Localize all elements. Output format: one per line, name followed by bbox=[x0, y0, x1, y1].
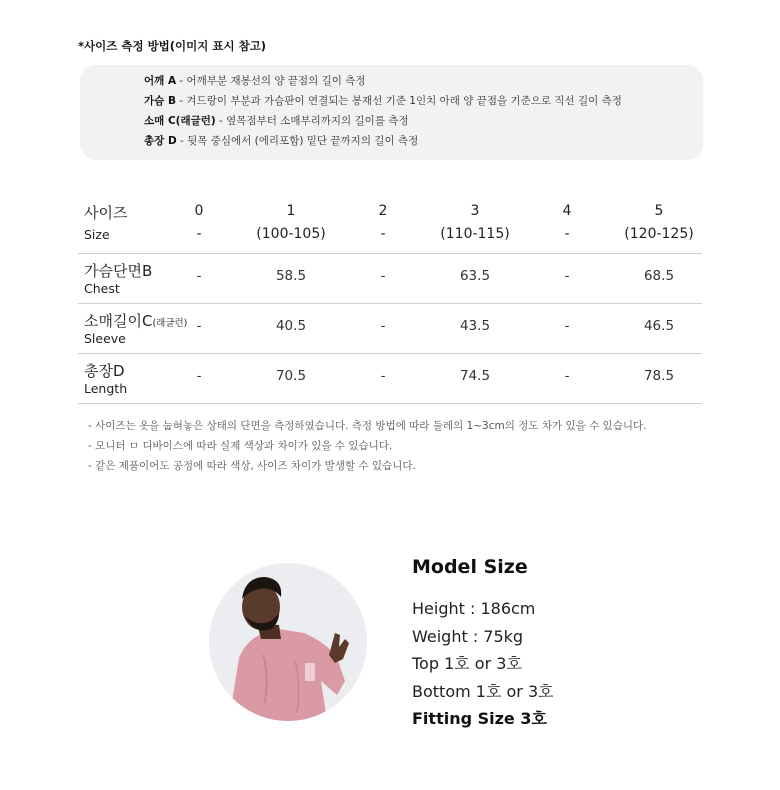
model-fitting-size: Fitting Size 3호 bbox=[412, 709, 547, 728]
row-label-main: 소매길이C bbox=[84, 312, 153, 330]
measure-guide-box bbox=[80, 65, 703, 160]
size-label-ko: 사이즈 bbox=[84, 204, 128, 222]
size-range-4: - bbox=[564, 226, 570, 242]
guide-desc: - 겨드랑이 부분과 가슴판이 연결되는 봉재선 기준 1인치 아래 양 끝점을 기준으로 직선 길이 측정 bbox=[175, 95, 622, 107]
table-cell: 43.5 bbox=[459, 318, 491, 334]
guide-term: 소매 C(래글런) bbox=[144, 115, 216, 127]
guide-term: 어깨 A bbox=[144, 75, 177, 87]
size-1: 1 bbox=[286, 203, 296, 219]
table-cell: 58.5 bbox=[275, 268, 307, 284]
guide-length bbox=[144, 133, 418, 148]
model-height: Height : 186cm bbox=[412, 599, 536, 618]
table-cell: - bbox=[564, 368, 570, 384]
table-cell: - bbox=[196, 368, 202, 384]
table-cell: - bbox=[380, 268, 386, 284]
row-label-ko bbox=[84, 360, 125, 381]
table-cell: 40.5 bbox=[275, 318, 307, 334]
table-cell: 74.5 bbox=[459, 368, 491, 384]
row-label-en: Sleeve bbox=[84, 331, 126, 346]
size-0: 0 bbox=[194, 203, 204, 219]
row-label-en: Length bbox=[84, 381, 128, 396]
size-2: 2 bbox=[378, 203, 388, 219]
note-item: - 같은 제품이어도 공정에 따라 색상, 사이즈 차이가 발생할 수 있습니다. bbox=[88, 460, 416, 472]
guide-chest bbox=[144, 93, 622, 108]
model-weight: Weight : 75kg bbox=[412, 626, 524, 646]
guide-desc: - 옆목점부터 소매부리까지의 길이를 측정 bbox=[215, 115, 409, 127]
note-item: - 모니터 ㅁ 디바이스에 따라 실제 색상과 차이가 있을 수 있습니다. bbox=[88, 440, 393, 452]
size-range-3: (110-115) bbox=[440, 226, 510, 242]
table-row-length bbox=[78, 354, 702, 404]
row-label-ko bbox=[84, 310, 187, 331]
row-label-suffix: (래글런) bbox=[152, 318, 188, 329]
guide-desc: - 어깨부분 재봉선의 양 끝점의 길이 측정 bbox=[176, 75, 366, 87]
table-cell: - bbox=[196, 318, 202, 334]
row-label-en: Chest bbox=[84, 281, 120, 296]
size-table-header bbox=[78, 200, 702, 254]
row-label-main: 총장D bbox=[84, 362, 125, 380]
size-range-2: - bbox=[380, 226, 386, 242]
model-photo bbox=[209, 563, 367, 721]
table-cell: 68.5 bbox=[643, 268, 675, 284]
table-cell: - bbox=[564, 318, 570, 334]
measure-guide-title: *사이즈 측정 방법(이미지 표시 참고) bbox=[78, 39, 267, 53]
size-range-0: - bbox=[196, 226, 202, 242]
guide-desc: - 뒷목 중심에서 (에리포함) 밑단 끝까지의 길이 측정 bbox=[176, 135, 419, 147]
table-cell: 70.5 bbox=[275, 368, 307, 384]
size-table bbox=[78, 200, 702, 404]
table-row-sleeve bbox=[78, 304, 702, 354]
size-3: 3 bbox=[470, 203, 480, 219]
size-label-en: Size bbox=[84, 227, 110, 242]
table-cell: 78.5 bbox=[643, 368, 675, 384]
guide-term: 총장 D bbox=[144, 135, 177, 147]
size-5: 5 bbox=[654, 203, 664, 219]
guide-sleeve bbox=[144, 113, 409, 128]
size-range-1: (100-105) bbox=[256, 226, 326, 242]
guide-term: 가슴 B bbox=[144, 95, 176, 107]
table-cell: 63.5 bbox=[459, 268, 491, 284]
model-size-title: Model Size bbox=[412, 556, 528, 578]
model-illustration bbox=[209, 563, 367, 721]
model-bottom-size: Bottom 1호 or 3호 bbox=[412, 681, 554, 701]
guide-shoulder bbox=[144, 73, 366, 88]
row-label-ko bbox=[84, 260, 152, 281]
row-label-main: 가슴단면B bbox=[84, 262, 153, 280]
table-cell: 46.5 bbox=[643, 318, 675, 334]
table-cell: - bbox=[564, 268, 570, 284]
table-cell: - bbox=[380, 318, 386, 334]
size-4: 4 bbox=[562, 203, 572, 219]
notes-list bbox=[88, 416, 646, 476]
note-item: - 사이즈는 옷을 눕혀놓은 상태의 단면을 측정하였습니다. 측정 방법에 따라 둘레의 1~3cm의 정도 차가 있을 수 있습니다. bbox=[88, 420, 647, 432]
size-range-5: (120-125) bbox=[624, 226, 694, 242]
table-row-chest bbox=[78, 254, 702, 304]
table-cell: - bbox=[380, 368, 386, 384]
table-cell: - bbox=[196, 268, 202, 284]
model-size-list bbox=[412, 597, 554, 735]
model-top-size: Top 1호 or 3호 bbox=[412, 654, 522, 673]
